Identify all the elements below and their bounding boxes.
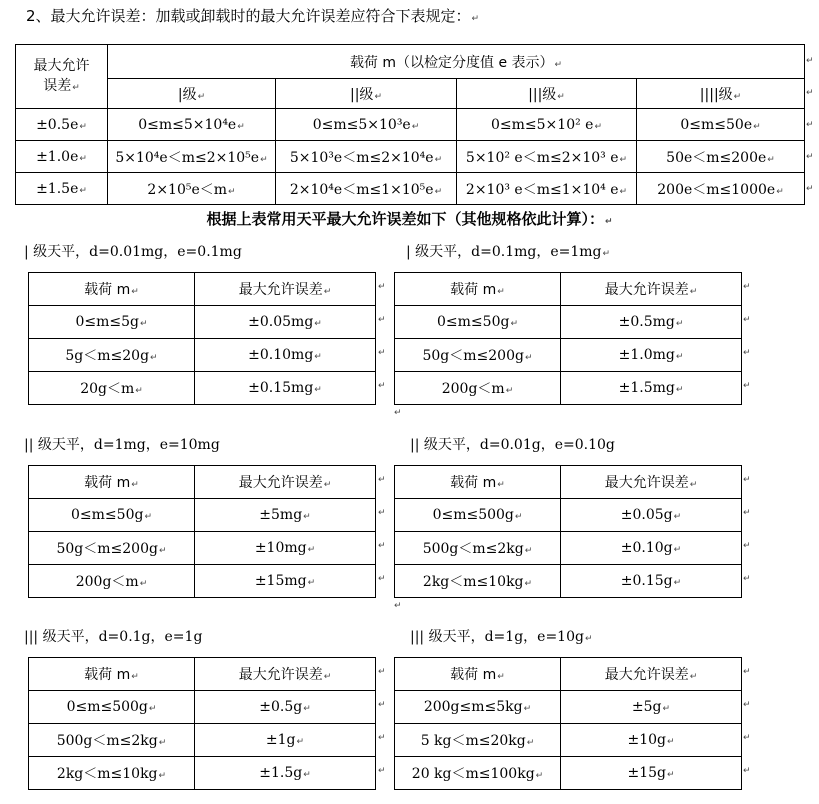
range-cell: 200e＜m≤1000e↵: [637, 173, 805, 205]
mpe-cell: ±0.15g↵: [561, 565, 742, 598]
mpe-header: 最大允许误差↵: [195, 273, 376, 306]
paragraph-mark: ↵: [378, 282, 386, 292]
mpe-cell: ±0.5e↵: [16, 109, 108, 141]
load-cell: 2kg＜m≤10kg↵: [395, 565, 561, 598]
range-cell: 2×10⁵e＜m↵: [108, 173, 276, 205]
paragraph-mark: ↵: [743, 282, 751, 292]
load-header: 载荷 m↵: [395, 273, 561, 306]
paragraph-mark: ↵: [378, 574, 386, 584]
paragraph-mark: ↵: [806, 56, 814, 66]
paragraph-mark: ↵: [743, 667, 751, 677]
mpe-cell: ±0.5g↵: [195, 691, 376, 724]
paragraph-mark: ↵: [806, 88, 814, 98]
class-header-4: ||||级↵: [637, 79, 805, 109]
paragraph-mark: ↵: [806, 120, 814, 130]
mpe-header: 最大允许误差↵: [195, 466, 376, 499]
paragraph-mark: ↵: [743, 574, 751, 584]
paragraph-mark: ↵: [378, 348, 386, 358]
table-row: [16, 109, 805, 141]
table-row: [395, 724, 742, 757]
class-title-1: | 级天平，d=0.01mg，e=0.1mg: [24, 244, 242, 260]
range-cell: 5×10³e＜m≤2×10⁴e↵: [276, 141, 457, 173]
range-cell: 0≤m≤5×10⁴e↵: [108, 109, 276, 141]
paragraph-mark: ↵: [743, 348, 751, 358]
class-header-3: |||级↵: [457, 79, 637, 109]
load-cell: 0≤m≤50g↵: [395, 306, 561, 339]
table-row: [29, 532, 376, 565]
paragraph-mark: ↵: [743, 381, 751, 391]
table-row: [395, 757, 742, 790]
paragraph-mark: ↵: [378, 508, 386, 518]
load-cell: 50g＜m≤200g↵: [29, 532, 195, 565]
load-cell: 500g＜m≤2kg↵: [395, 532, 561, 565]
load-cell: 0≤m≤500g↵: [395, 499, 561, 532]
paragraph-mark: ↵: [394, 601, 402, 611]
mpe-cell: ±0.05g↵: [561, 499, 742, 532]
range-cell: 50e＜m≤200e↵: [637, 141, 805, 173]
load-header: 载荷 m↵: [395, 658, 561, 691]
table-row: [395, 499, 742, 532]
paragraph-mark: ↵: [806, 184, 814, 194]
load-cell: 2kg＜m≤10kg↵: [29, 757, 195, 790]
table-row: [395, 306, 742, 339]
load-cell: 0≤m≤50g↵: [29, 499, 195, 532]
paragraph-mark: ↵: [378, 766, 386, 776]
mpe-cell: ±1.5g↵: [195, 757, 376, 790]
table-row: [395, 565, 742, 598]
mpe-cell: ±1.5e↵: [16, 173, 108, 205]
paragraph-mark: ↵: [394, 408, 402, 418]
mpe-cell: ±0.5mg↵: [561, 306, 742, 339]
range-cell: 0≤m≤5×10² e↵: [457, 109, 637, 141]
mpe-table-5: [28, 657, 376, 790]
load-cell: 500g＜m≤2kg↵: [29, 724, 195, 757]
paragraph-mark: ↵: [743, 475, 751, 485]
mpe-cell: ±5g↵: [561, 691, 742, 724]
table-row: [395, 372, 742, 405]
load-header: 载荷 m↵: [29, 658, 195, 691]
section-heading: 2、最大允许误差：加载或卸载时的最大允许误差应符合下表规定：↵: [26, 7, 480, 25]
mpe-main-table: [15, 44, 805, 205]
corner-header-line2: 误差: [43, 77, 72, 94]
mpe-table-4: [394, 465, 742, 598]
table-row: [395, 532, 742, 565]
paragraph-mark: ↵: [378, 475, 386, 485]
mpe-cell: ±0.10g↵: [561, 532, 742, 565]
class-title-4: || 级天平，d=0.01g，e=0.10g: [410, 437, 615, 453]
load-cell: 5 kg＜m≤20kg↵: [395, 724, 561, 757]
mpe-cell: ±1.0e↵: [16, 141, 108, 173]
mpe-cell: ±0.15mg↵: [195, 372, 376, 405]
table-row: [29, 306, 376, 339]
load-cell: 0≤m≤5g↵: [29, 306, 195, 339]
range-cell: 2×10³ e＜m≤1×10⁴ e↵: [457, 173, 637, 205]
mpe-cell: ±1.0mg↵: [561, 339, 742, 372]
load-cell: 20g＜m↵: [29, 372, 195, 405]
paragraph-mark: ↵: [806, 152, 814, 162]
table-row: [16, 141, 805, 173]
class-title-3: || 级天平，d=1mg，e=10mg: [24, 437, 220, 453]
range-cell: 5×10⁴e＜m≤2×10⁵e↵: [108, 141, 276, 173]
range-cell: 5×10² e＜m≤2×10³ e↵: [457, 141, 637, 173]
load-cell: 200g≤m≤5kg↵: [395, 691, 561, 724]
class-header-1: |级↵: [108, 79, 276, 109]
table-row: [29, 372, 376, 405]
class-title-6: ||| 级天平，d=1g，e=10g↵: [410, 629, 593, 645]
corner-header-cell: 最大允许 误差↵: [16, 45, 108, 109]
load-header: 载荷 m↵: [395, 466, 561, 499]
mpe-cell: ±10mg↵: [195, 532, 376, 565]
load-cell: 5g＜m≤20g↵: [29, 339, 195, 372]
mpe-header: 最大允许误差↵: [195, 658, 376, 691]
mpe-cell: ±0.10mg↵: [195, 339, 376, 372]
mpe-cell: ±1.5mg↵: [561, 372, 742, 405]
table-row: [29, 339, 376, 372]
paragraph-mark: ↵: [378, 700, 386, 710]
load-header: 载荷 m↵: [29, 273, 195, 306]
mpe-table-6: [394, 657, 742, 790]
table-row: [29, 565, 376, 598]
load-header: 载荷 m↵: [29, 466, 195, 499]
corner-header-line1: 最大允许: [33, 57, 90, 74]
paragraph-mark: ↵: [743, 733, 751, 743]
range-cell: 2×10⁴e＜m≤1×10⁵e↵: [276, 173, 457, 205]
paragraph-mark: ↵: [378, 733, 386, 743]
mpe-header: 最大允许误差↵: [561, 466, 742, 499]
table-row: [29, 724, 376, 757]
mpe-cell: ±5mg↵: [195, 499, 376, 532]
paragraph-mark: ↵: [743, 315, 751, 325]
load-cell: 20 kg＜m≤100kg↵: [395, 757, 561, 790]
load-cell: 200g＜m↵: [395, 372, 561, 405]
table-row: [29, 757, 376, 790]
mpe-header: 最大允许误差↵: [561, 658, 742, 691]
load-cell: 0≤m≤500g↵: [29, 691, 195, 724]
load-header-cell: 载荷 m（以检定分度值 e 表示）↵: [108, 45, 805, 79]
summary-title: 根据上表常用天平最大允许误差如下（其他规格依此计算）：↵: [206, 210, 613, 228]
mpe-cell: ±15g↵: [561, 757, 742, 790]
paragraph-mark: ↵: [378, 541, 386, 551]
mpe-table-2: [394, 272, 742, 405]
table-row: [29, 691, 376, 724]
class-header-2: ||级↵: [276, 79, 457, 109]
mpe-header: 最大允许误差↵: [561, 273, 742, 306]
mpe-cell: ±10g↵: [561, 724, 742, 757]
table-row: [395, 339, 742, 372]
paragraph-mark: ↵: [743, 700, 751, 710]
class-title-2: | 级天平，d=0.1mg，e=1mg↵: [406, 244, 611, 260]
mpe-cell: ±1g↵: [195, 724, 376, 757]
table-row: [29, 499, 376, 532]
paragraph-mark: ↵: [743, 766, 751, 776]
class-title-5: ||| 级天平，d=0.1g，e=1g: [24, 629, 203, 645]
mpe-cell: ±0.05mg↵: [195, 306, 376, 339]
paragraph-mark: ↵: [378, 315, 386, 325]
mpe-cell: ±15mg↵: [195, 565, 376, 598]
range-cell: 0≤m≤50e↵: [637, 109, 805, 141]
mpe-table-1: [28, 272, 376, 405]
paragraph-mark: ↵: [378, 381, 386, 391]
paragraph-mark: ↵: [743, 541, 751, 551]
range-cell: 0≤m≤5×10³e↵: [276, 109, 457, 141]
mpe-table-3: [28, 465, 376, 598]
paragraph-mark: ↵: [378, 667, 386, 677]
load-cell: 50g＜m≤200g↵: [395, 339, 561, 372]
paragraph-mark: ↵: [743, 508, 751, 518]
table-row: [395, 691, 742, 724]
table-row: [16, 173, 805, 205]
load-cell: 200g＜m↵: [29, 565, 195, 598]
